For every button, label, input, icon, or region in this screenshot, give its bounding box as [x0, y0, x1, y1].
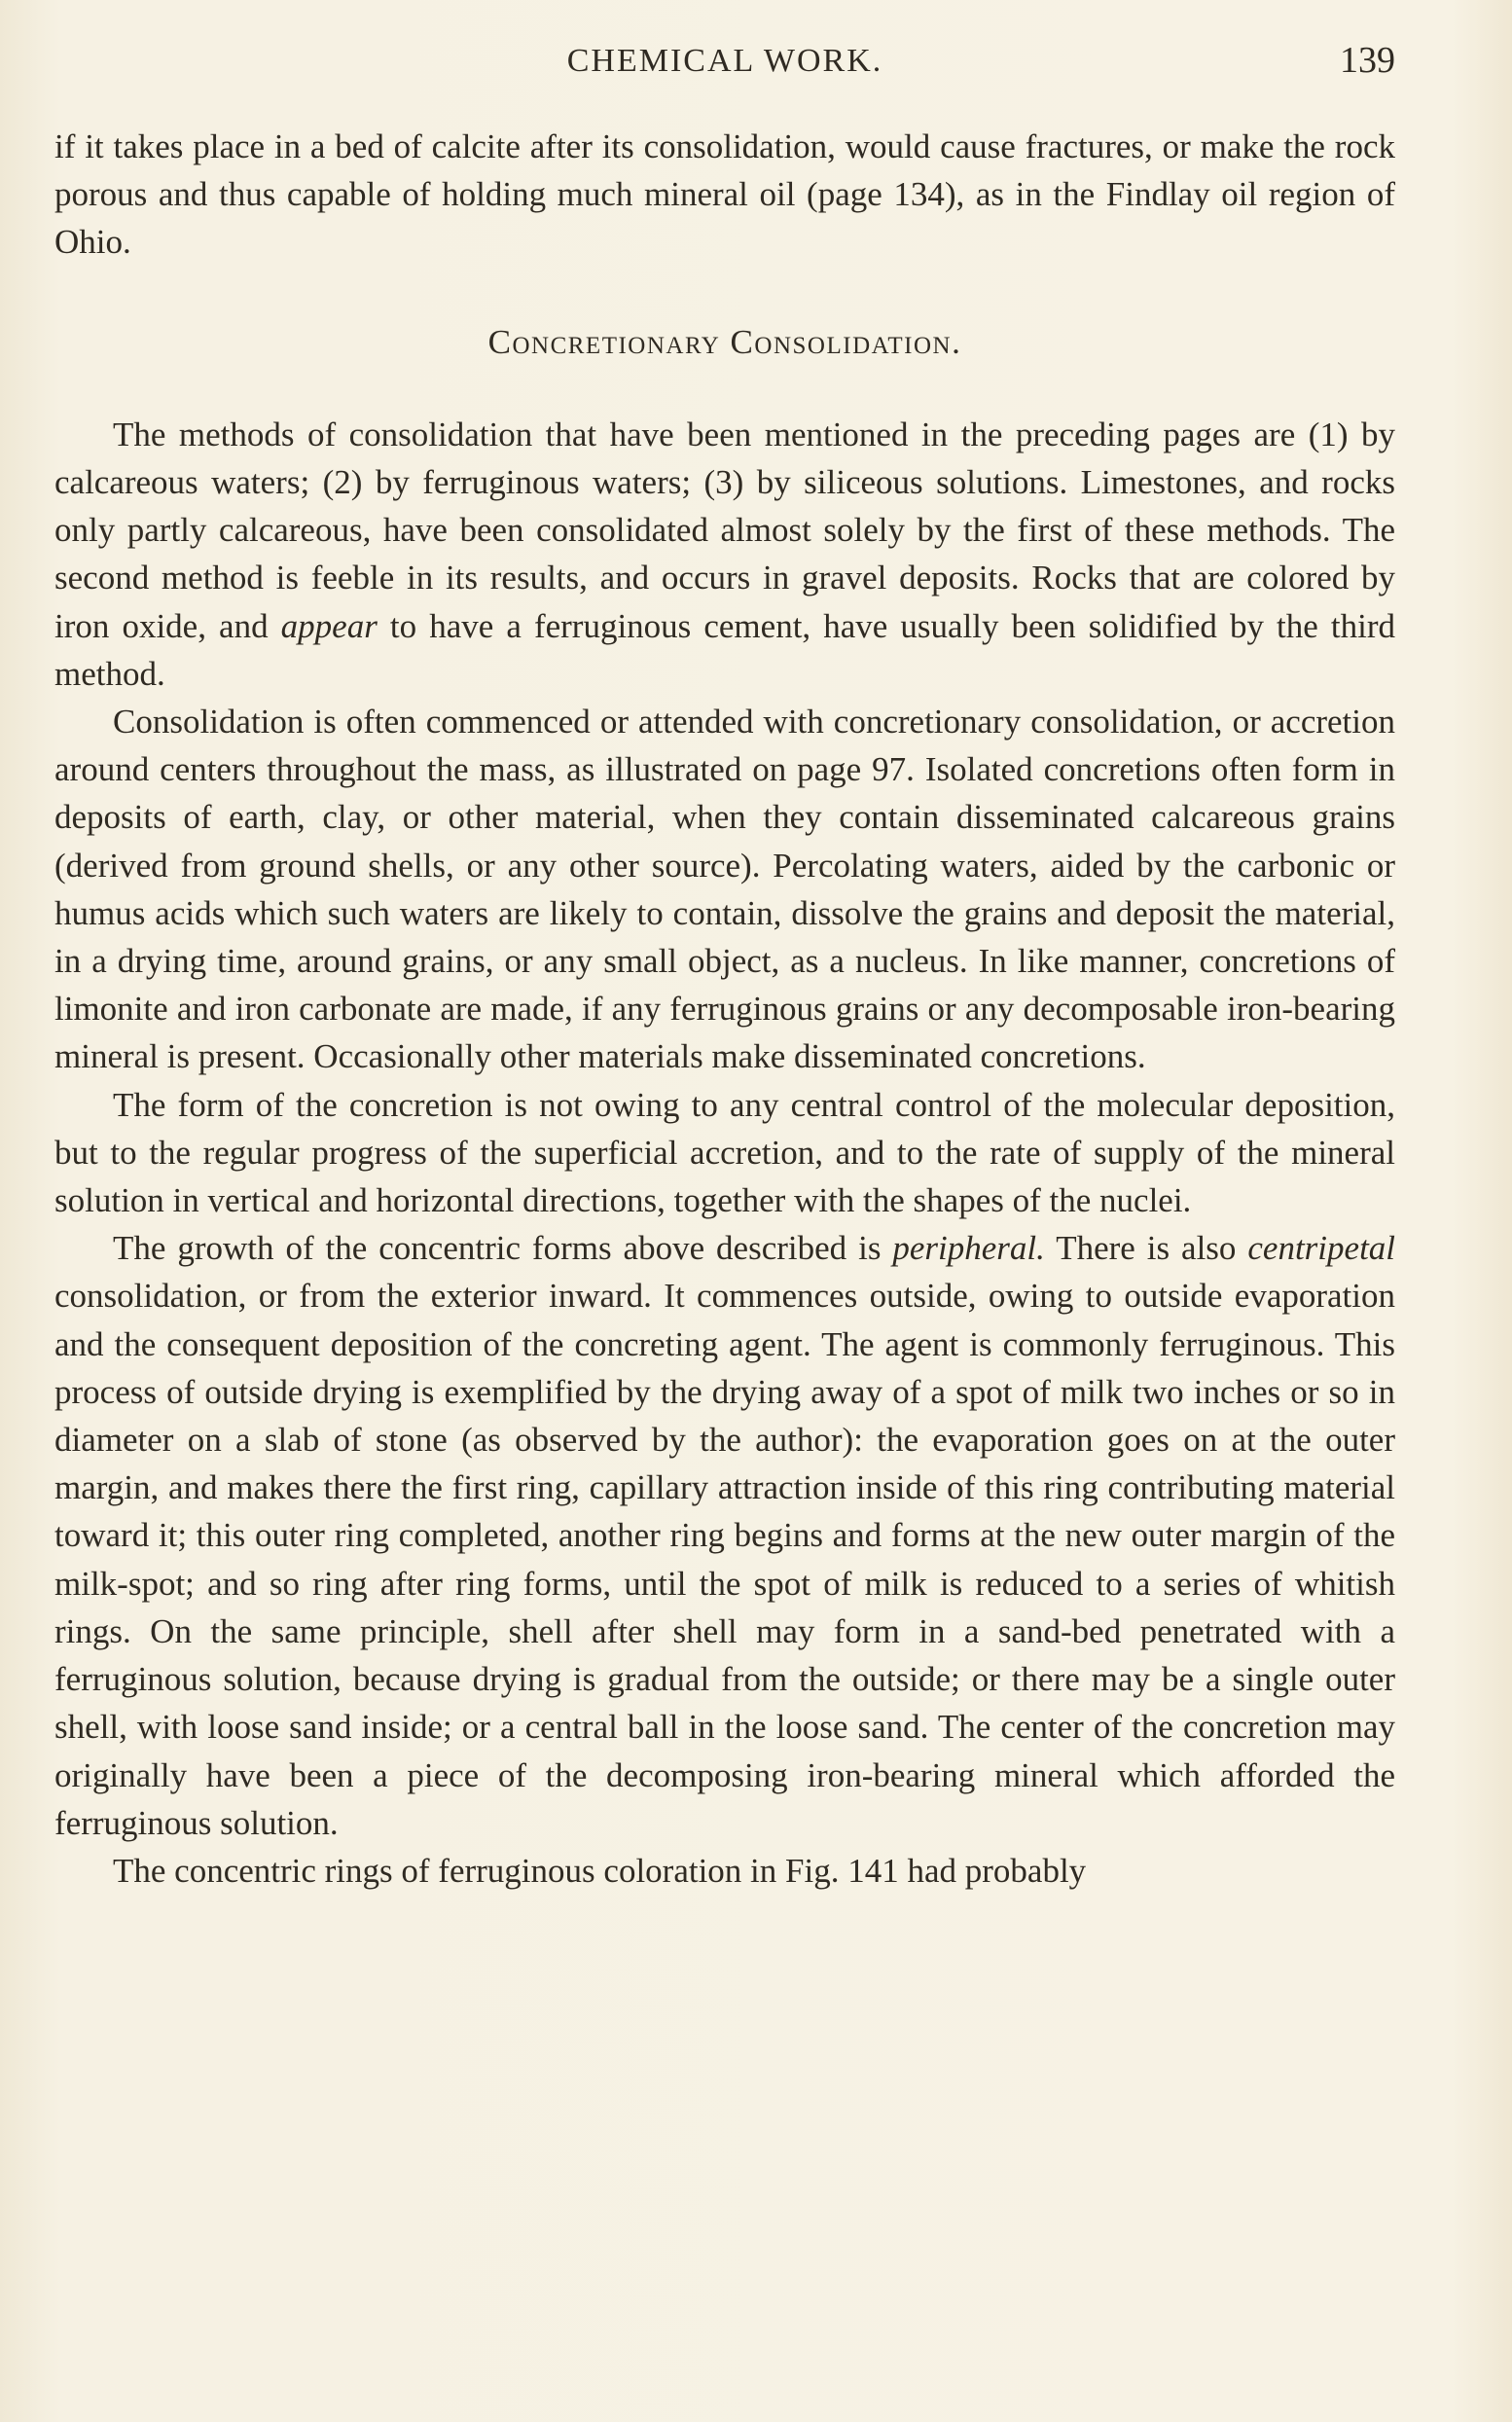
paragraph-consolidation-methods	[54, 411, 1395, 698]
paragraph-continuation: if it takes place in a bed of calcite after its consolidation, would cause fractures, or make the rock porous and thus capable of holding much mineral oil (page 134), as in the Findlay oil region of Ohio.	[54, 127, 1395, 262]
running-head: CHEMICAL WORK.	[566, 43, 883, 79]
paragraph-concretion-form: The form of the concretion is not owing to any central control of the molecular deposition, but to the regular progress of the superficial accretion, and to the rate of supply of the mineral solution in vertical and horizontal directions, together with the shapes of the nuclei.	[54, 1085, 1395, 1220]
paragraph-text: There is also	[1056, 1229, 1237, 1268]
paragraph-text: The growth of the concentric forms above described is	[113, 1229, 882, 1268]
paragraph-concentric-rings: The concentric rings of ferruginous coloration in Fig. 141 had probably	[113, 1851, 1087, 1890]
page-header	[54, 39, 1395, 88]
section-heading: Concretionary Consolidation.	[487, 322, 962, 361]
paragraph-text: The methods of consolidation that have been mentioned in the preceding pages are (1) by calcareous waters; (2) by ferruginous waters; (3) by siliceous solutions. Limestones, and rocks only partly calcareous, have been consolidated almost solely by the first of these methods. The second method is feeble in its results, and occurs in gravel deposits. Rocks that are colored by iron oxide, and	[54, 415, 1395, 645]
paragraph-text: to have a ferruginous cement, have usually been solidified by the third method.	[54, 606, 1395, 693]
paragraph-concretionary-consolidation: Consolidation is often commenced or attended with concretionary consolidation, or accretion around centers throughout the mass, as illustrated on page 97. Isolated concretions often form in deposits of earth, clay, or other material, when they contain disseminated calcareous grains (derived from ground shells, or any other source). Percolating waters, aided by the carbonic or humus acids which such waters are likely to contain, dissolve the grains and deposit the material, in a drying time, around grains, or any small object, as a nucleus. In like manner, concretions of limonite and iron carbonate are made, if any ferruginous grains or any decomposable iron-bearing mineral is present. Occasionally other materials make disseminated concretions.	[54, 703, 1395, 1076]
paragraph-peripheral-centripetal	[54, 1224, 1395, 1847]
paragraph-text: consolidation, or from the exterior inward. It commences outside, owing to outside evaporation and the consequent deposition of the concreting agent. The agent is commonly ferruginous. This process of outside drying is exemplified by the drying away of a spot of milk two inches or so in diameter on a slab of stone (as observed by the author): the evaporation goes on at the outer margin, and makes there the first ring, capillary attraction inside of this ring contributing material toward it; this outer ring completed, another ring begins and forms at the new outer margin of the milk-spot; and so ring after ring forms, until the spot of milk is reduced to a series of whitish rings. On the same principle, shell after shell may form in a sand-bed penetrated with a ferruginous solution, because drying is gradual from the outside; or there may be a single outer shell, with loose sand inside; or a central ball in the loose sand. The center of the concretion may originally have been a piece of the decomposing iron-bearing mineral which afforded the ferruginous solution.	[54, 1277, 1395, 1842]
page-body	[54, 123, 1395, 1895]
italic-word: peripheral.	[892, 1229, 1045, 1268]
italic-word: appear	[280, 606, 378, 645]
italic-word: centripetal	[1247, 1229, 1396, 1268]
page-number: 139	[1340, 40, 1395, 81]
